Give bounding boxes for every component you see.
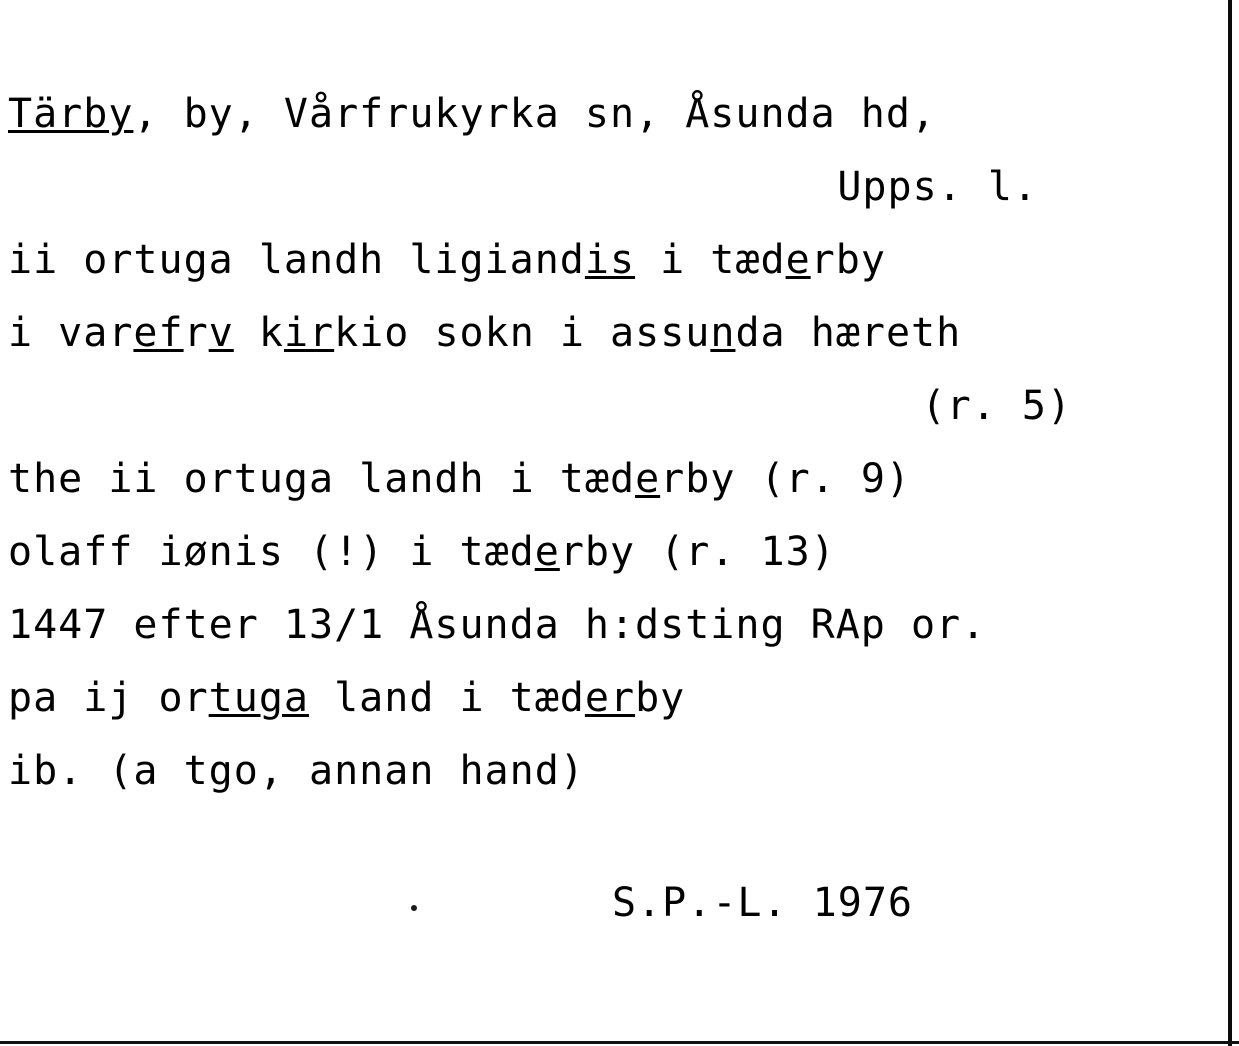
card-line-source: 1447 efter 13/1 Åsunda h:dsting RAp or. (8, 602, 987, 648)
card-line-quote-3: the ii ortuga landh i tæderby (r. 9) (8, 456, 911, 502)
card-bottom-edge (0, 1041, 1239, 1044)
card-signature: S.P.-L. 1976 (612, 880, 913, 926)
card-line-note: ib. (a tgo, annan hand) (8, 748, 585, 794)
card-line-quote-2: i varefrv kirkio sokn i assunda hæreth (8, 310, 962, 356)
card-line-ref-5: (r. 5) (921, 383, 1072, 429)
card-line-header-continuation: Upps. l. (837, 164, 1038, 210)
card-line-quote-1: ii ortuga landh ligiandis i tæderby (8, 237, 886, 283)
card-right-edge (1228, 0, 1232, 1046)
card-line-quote-5: pa ij ortuga land i tæderby (8, 675, 686, 721)
card-line-quote-4: olaff iønis (!) i tæderby (r. 13) (8, 529, 836, 575)
paper-speck (411, 905, 417, 911)
card-text-block (8, 78, 1168, 808)
headword: Tärby (8, 91, 134, 137)
card-line-header: Tärby, by, Vårfrukyrka sn, Åsunda hd, (8, 91, 937, 137)
